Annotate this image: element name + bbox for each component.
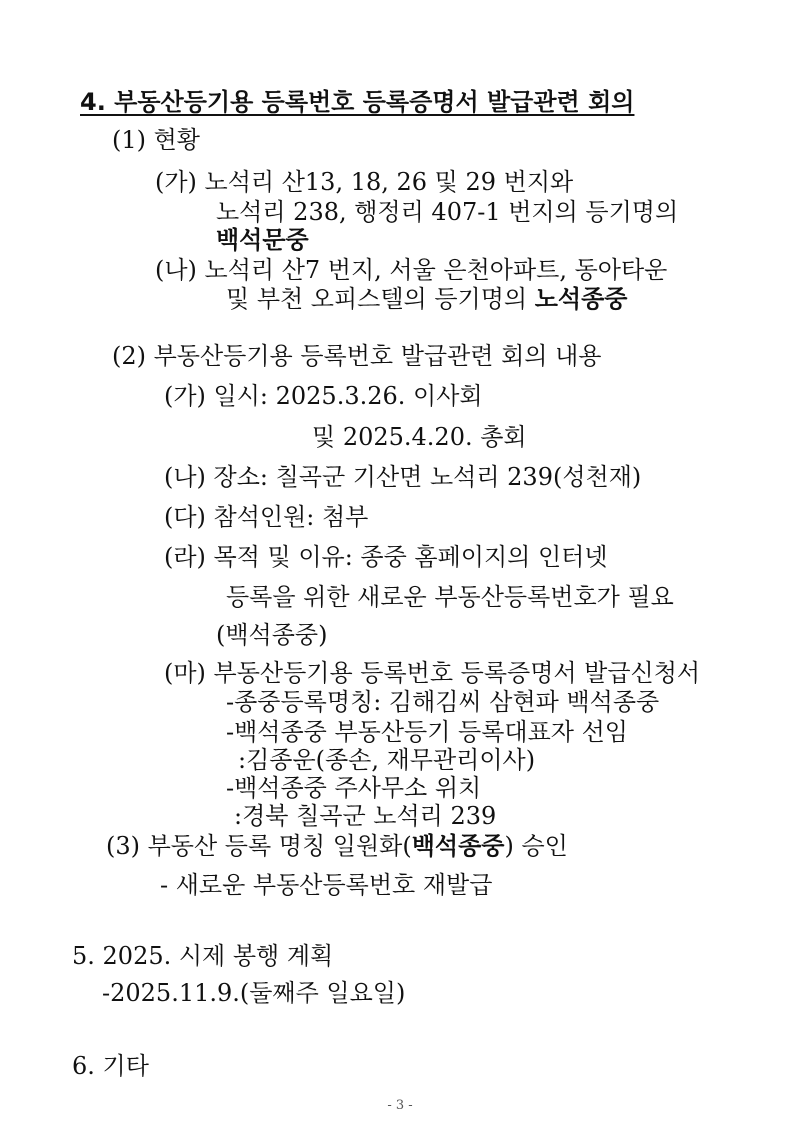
item-2-na: (나) 장소: 칠곡군 기산면 노석리 239(성천재): [164, 463, 642, 491]
section-4-3-text-pre: (3) 부동산 등록 명칭 일원화(: [106, 832, 412, 860]
section-4-1-heading: (1) 현황: [112, 126, 200, 154]
page-number: - 3 -: [387, 1098, 413, 1113]
item-2-ma-line-6: :경북 칠곡군 노석리 239: [234, 802, 497, 830]
item-2-ra-line-2: 등록을 위한 새로운 부동산등록번호가 필요: [226, 583, 674, 611]
section-5-title: 5. 2025. 시제 봉행 계획: [72, 942, 334, 970]
item-2-ga-line-2: 및 2025.4.20. 총회: [312, 423, 527, 451]
item-ga-bold-name: 백석문중: [216, 226, 309, 254]
item-2-ra-line-1: (라) 목적 및 이유: 종중 홈페이지의 인터넷: [164, 543, 608, 571]
item-na-bold-name: 노석종중: [534, 285, 628, 313]
item-2-ma-line-4: :김종운(종손, 재무관리이사): [238, 746, 536, 774]
section-4-3-bold-name: 백석종중: [411, 832, 505, 860]
item-2-da: (다) 참석인원: 첨부: [164, 503, 369, 531]
item-2-ma-line-3: -백석종중 부동산등기 등록대표자 선임: [226, 718, 628, 746]
item-na-line-2: [226, 283, 627, 315]
item-na-line-1: (나) 노석리 산7 번지, 서울 은천아파트, 동아타운: [155, 256, 668, 284]
item-ga-line-1: (가) 노석리 산13, 18, 26 및 29 번지와: [155, 168, 574, 196]
item-2-ma-line-1: (마) 부동산등기용 등록번호 등록증명서 발급신청서: [164, 659, 701, 687]
section-5-line-1: -2025.11.9.(둘째주 일요일): [102, 979, 406, 1007]
section-4-3-heading: [106, 830, 568, 862]
item-ga-line-2: 노석리 238, 행정리 407-1 번지의 등기명의: [216, 198, 679, 226]
item-2-ra-line-3: (백석종중): [216, 621, 328, 649]
item-na-line-2-text: 및 부천 오피스텔의 등기명의: [226, 285, 535, 313]
section-6-title: 6. 기타: [72, 1052, 149, 1080]
section-4-3-text-post: ) 승인: [504, 832, 568, 860]
section-4-3-line-2: - 새로운 부동산등록번호 재발급: [160, 871, 493, 899]
item-2-ma-line-5: -백석종중 주사무소 위치: [226, 774, 482, 802]
section-4-title: 4. 부동산등기용 등록번호 등록증명서 발급관련 회의: [80, 88, 635, 116]
item-2-ma-line-2: -종중등록명칭: 김해김씨 삼현파 백석종중: [226, 688, 660, 716]
item-2-ga-line-1: (가) 일시: 2025.3.26. 이사회: [164, 382, 483, 410]
section-4-2-heading: (2) 부동산등기용 등록번호 발급관련 회의 내용: [112, 342, 602, 370]
